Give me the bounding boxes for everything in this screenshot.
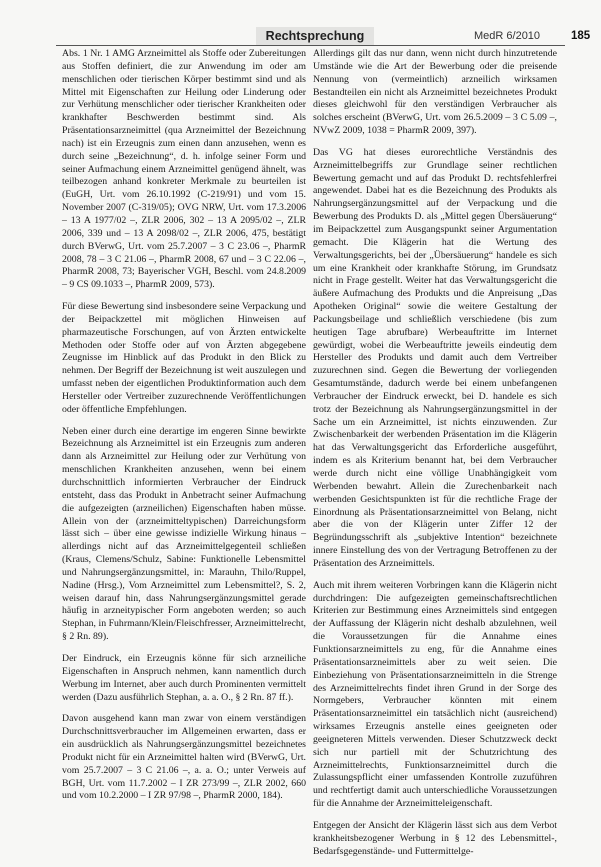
paragraph: Der Eindruck, ein Erzeugnis könne für sich arzneiliche Eigenschaften in Anspruch nehmen, kann namentlich durch Werbung im Internet, aber auch durch Prominenten vermittelt werden (Dazu ausführlich Stephan, a. a. O., § 2 Rn. 87 ff.). xyxy=(62,652,306,703)
left-column xyxy=(62,48,306,812)
paragraph: Allerdings gilt das nur dann, wenn nicht durch hinzutretende Umstände wie die Art der Bewerbung oder die preisende Nennung von (vermeintlich) arzneilich wirksamen Bestandteilen ein nicht als Arzneimittel bezeichnetes Produkt dieses gleichwohl für den verständigen Verbraucher als solches erscheint (BVerwG, Urt. vom 26.5.2009 – 3 C 5.09 –, NVwZ 2009, 1038 = PharmR 2009, 397). xyxy=(313,48,557,137)
paragraph: Davon ausgehend kann man zwar von einem verständigen Durchschnittsverbraucher im Allgemeinen erwarten, dass er ein ausdrücklich als Nahrungsergänzungsmittel bezeichnetes Produkt nicht für ein Arzneimittel halten wird (BVerwG, Urt. vom 25.7.2007 – 3 C 21.06 –, a. a. O.; unter Verweis auf BGH, Urt. vom 11.7.2002 – I ZR 273/99 –, ZLR 2002, 660 und vom 10.2.2000 – I ZR 97/98 –, PharmR 2000, 184). xyxy=(62,713,306,802)
right-column xyxy=(313,48,557,867)
paragraph: Neben einer durch eine derartige im engeren Sinne bewirkte Bezeichnung als Arzneimittel ist ein Erzeugnis zum anderen dann als Arzneimittel zur Heilung oder zur Verhütung von menschlichen Krankheiten anzusehen, wenn bei einem durchschnittlich informierten Verbraucher der Eindruck entsteht, dass das Produkt in Anbetracht seiner Aufmachung die aufgezeigten (arzneilichen) Eigenschaften haben müsse. Allein von der (arzneimitteltypischen) Darreichungsform lässt sich – über eine gewisse indizielle Wirkung hinaus – allerdings nicht auf das Arzneimittelgegenteil schließen (Kraus, Clemens/Schulz, Sabine: Funktionelle Lebensmittel und Nahrungsergänzungsmittel, in: Marauhn, Thilo/Ruppel, Nadine (Hrsg.), Vom Arzneimittel zum Lebensmittel?, S. 2, weisen darauf hin, dass Nahrungsergänzungsmittel gerade häufig in arzneitypischer Form angeboten werden; so auch Stephan, in Fuhrmann/Klein/Fleischfresser, Arzneimittelrecht, § 2 Rn. 89). xyxy=(62,425,306,643)
paragraph: Für diese Bewertung sind insbesondere seine Verpackung und der Beipackzettel mit möglichen Hinweisen auf pharmazeutische Forschungen, auf von Ärzten entwickelte Methoden oder Stoffe oder auf von Ärzten abgegebene Zeugnisse im Hinblick auf das Produkt in den Blick zu nehmen. Der Begriff der Bezeichnung ist weit auszulegen und umfasst neben der eigentlichen Produktinformation auch dem Hersteller oder Vertreiber zuzurechnende Veröffentlichungen oder öffentliche Empfehlungen. xyxy=(62,301,306,415)
section-title: Rechtsprechung xyxy=(256,27,374,45)
page-number: 185 xyxy=(571,30,591,42)
paragraph: Abs. 1 Nr. 1 AMG Arzneimittel als Stoffe oder Zubereitungen aus Stoffen definiert, die zur Anwendung im oder am menschlichen oder tierischen Körper bestimmt sind und als Mittel mit Eigenschaften zur Heilung oder Linderung oder zur Verhütung menschlicher oder tierischer Krankheiten oder krankhafter Beschwerden bestimmt sind. Als Präsentationsarzneimittel (qua Arzneimittel der Bezeichnung nach) ist ein Erzeugnis zum einen dann anzusehen, wenn es durch seine „Bezeichnung“, d. h. infolge seiner Form und seiner Aufmachung einem Arzneimittel genügend ähnelt, was teilbezogen anhand konkreter Merkmale zu beurteilen ist (EuGH, Urt. vom 26.10.1992 (C-219/91) und vom 15. November 2007 (C-319/05); OVG NRW, Urt. vom 17.3.2006 – 13 A 1977/02 –, ZLR 2006, 302 – 13 A 2095/02 –, ZLR 2006, 339 und – 13 A 2098/02 –, ZLR 2006, 475, bestätigt durch BVerwG, Urt. vom 25.7.2007 – 3 C 23.06 –, PharmR 2008, 78 – 3 C 21.06 –, PharmR 2008, 67 und – 3 C 22.06 –, PharmR 2008, 73; Bayerischer VGH, Beschl. vom 24.8.2009 – 9 CS 09.1033 –, PharmR 2009, 573). xyxy=(62,48,306,291)
header-rule xyxy=(56,45,565,46)
paragraph: Entgegen der Ansicht der Klägerin lässt sich aus dem Verbot krankheitsbezogener Werbung in § 12 des Lebensmittel-, Bedarfsgegenstände- und Futtermittelge- xyxy=(313,819,557,857)
page-header xyxy=(0,0,601,44)
paragraph: Das VG hat dieses eurorechtliche Verständnis des Arzneimittelbegriffs zur Grundlage seiner rechtlichen Bewertung gemacht und auf das Produkt D. rechtsfehlerfrei angewendet. Dabei hat es die Bezeichnung des Produkts als Nahrungsergänzungsmittel auf der Verpackung und die Bewerbung des Produkts D. als „Mittel gegen Übersäuerung“ im Beipackzettel zum Ausgangspunkt seiner Argumentation gemacht. Die Klägerin hat die Wertung des Verwaltungsgerichts, bei der „Übersäuerung“ handele es sich um eine Krankheit oder krankhafte Störung, im Grundsatz nicht in Frage gestellt. Weiter hat das Verwaltungsgericht die äußere Aufmachung des Produkts und die Anpreisung „Das Apotheken Original“ sowie die weitere Gestaltung der Packungsbeilage und schließlich verschiedene (bis zum heutigen Tage abrufbare) Werbeauftritte im Internet gewürdigt, wobei die Werbeauftritte jeweils eindeutig dem Hersteller des Produkts und damit auch dem Vertreiber zuzurechnen sind. Gegen die Bewertung der vorliegenden Gesamtumstände, dadurch werde bei einem unbefangenen Verbraucher der Eindruck erweckt, bei D. handele es sich trotz der Bezeichnung als Nahrungsergänzungsmittel in der Sache um ein Arzneimittel, ist nichts einzuwenden. Zur Zwischenbarkeit der werbenden Präsentation im die Klägerin hat das Verwaltungsgericht das Erforderliche ausgeführt, indem es als Kriterium benannt hat, bei dem Verbraucher werde durch nicht eine völlige Unabhängigkeit vom Werbenden bewahrt. Allein die Zurechenbarkeit nach werbenden Gesichtspunkten ist für die rechtliche Frage der Einordnung als Präsentationsarzneimittel von Belang, nicht aber die von der Klägerin unter Ziffer 12 der Begründungsschrift als „subjektive Intention“ bezeichnete innere Einstellung des von der Vertragung Betroffenen zu der Präsentation des Arzneimittels. xyxy=(313,146,557,569)
journal-issue: MedR 6/2010 xyxy=(474,30,541,42)
paragraph: Auch mit ihrem weiteren Vorbringen kann die Klägerin nicht durchdringen: Die aufgezeigten gemeinschaftsrechtlichen Kriterien zur Bestimmung eines Arzneimittels sind entgegen der Auffassung der Klägerin nicht deshalb abzulehnen, weil die Voraussetzungen für die Annahme eines Funktionsarzneimittels zu eng, für die Annahme eines Präsentationsarzneimittels aber zu weit seien. Die Einbeziehung von Präsentationsarzneimitteln in die Strenge des Arzneimittelrechts findet ihren Grund in der Sorge des Normgebers, Verbraucher könnten mit einem Präsentationsarzneimittel ein tatsächlich nicht (ausreichend) wirksames Erzeugnis anstelle eines geeigneten oder geeigneteren Mittels verwenden. Dieser Schutzzweck deckt sich nur partiell mit der Schutzrichtung des Arzneimittelrechts, Funktionsarzneimittel durch die Zulassungspflicht einer umfassenden Kontrolle zuzuführen und rechtfertigt damit auch unterschiedliche Voraussetzungen für die Annahme der Arzneimitteleigenschaft. xyxy=(313,579,557,810)
